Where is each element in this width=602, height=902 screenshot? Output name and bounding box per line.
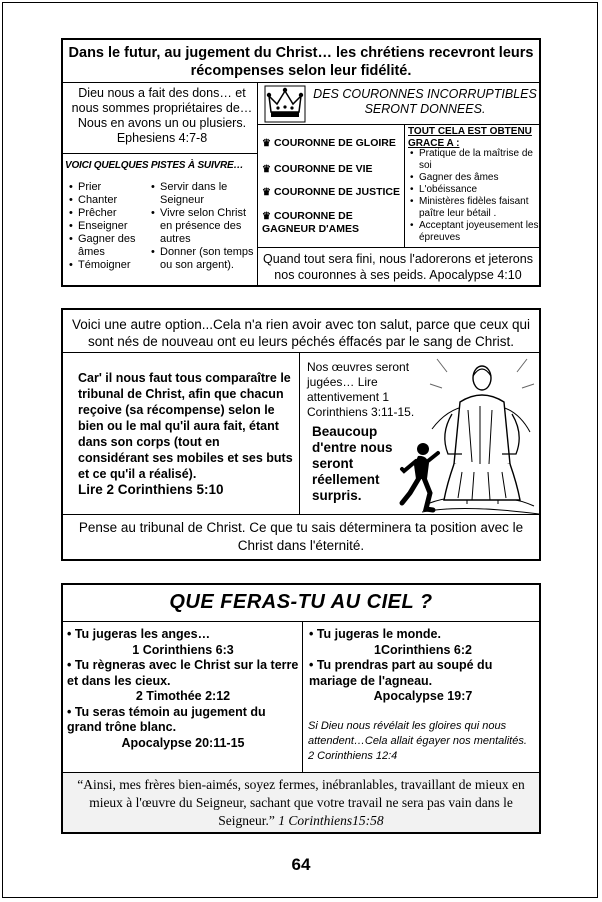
crown-bullet-icon: ♛ bbox=[262, 138, 271, 149]
pistes-item: • Prêcher bbox=[69, 207, 147, 220]
quote-reference: 1 Corinthiens15:58 bbox=[278, 813, 384, 828]
heaven-item: • Tu jugeras les anges… bbox=[67, 627, 211, 641]
obtenu-list bbox=[410, 148, 542, 244]
divider bbox=[302, 621, 303, 772]
crown-item: ♛ COURONNE DE VIE bbox=[262, 163, 373, 175]
pistes-list-1 bbox=[69, 181, 147, 272]
divider bbox=[257, 247, 539, 248]
crown-bullet-icon: ♛ bbox=[262, 187, 271, 198]
heaven-left-column bbox=[67, 627, 299, 751]
pistes-item: • Prier bbox=[69, 181, 147, 194]
crown-item: ♛ COURONNE DE JUSTICE bbox=[262, 186, 400, 198]
heaven-box bbox=[61, 583, 541, 834]
divider bbox=[63, 153, 257, 154]
crowns-conclusion: Quand tout sera fini, nous l'adorerons et jeterons nos couronnes à ses peids. Apocalypse 4:10 bbox=[263, 252, 533, 282]
pistes-item: • Chanter bbox=[69, 194, 147, 207]
verse-ref: Apocalypse 19:7 bbox=[373, 689, 473, 703]
obtenu-item: • Acceptant joyeusement les épreuves bbox=[410, 220, 542, 244]
crown-item: ♛ COURONNE DE GLOIRE bbox=[262, 137, 396, 149]
glories-note: Si Dieu nous révélait les gloires qui nous attendent…Cela allait égayer nos mentalités. 2 Corinthiens 12:4 bbox=[308, 720, 527, 762]
crown-icon bbox=[264, 85, 306, 123]
pistes-item: • Témoigner bbox=[69, 259, 147, 272]
divider bbox=[63, 82, 539, 83]
heaven-title: QUE FERAS-TU AU CIEL ? bbox=[169, 591, 433, 613]
crown-bullet-icon: ♛ bbox=[262, 211, 271, 222]
heaven-item: • Tu seras témoin au jugement du grand trône blanc. bbox=[67, 704, 266, 734]
pistes-list-2 bbox=[151, 181, 255, 272]
verse-ref: 1 Corinthiens 6:3 bbox=[132, 642, 234, 657]
surprised-text: Beaucoup d'entre nous seront réellement surpris. bbox=[312, 424, 393, 503]
rewards-box bbox=[61, 38, 541, 287]
verse-ref: Apocalypse 20:11-15 bbox=[121, 735, 245, 750]
judgment-box bbox=[61, 308, 541, 561]
heaven-item: • Tu règneras avec le Christ sur la terre et dans les cieux. bbox=[67, 658, 299, 688]
divider bbox=[63, 772, 539, 773]
heaven-item: • Tu jugeras le monde. bbox=[309, 627, 441, 641]
divider bbox=[63, 352, 539, 353]
judgment-title: Voici une autre option...Cela n'a rien avoir avec ton salut, parce que ceux qui sont nés de nouveau ont eu leurs péchés éffacés par le sang de Christ. bbox=[71, 317, 531, 349]
crown-bullet-icon: ♛ bbox=[262, 164, 271, 175]
pistes-title: VOICI QUELQUES PISTES À SUIVRE… bbox=[65, 160, 244, 171]
heaven-item: • Tu prendras part au soupé du mariage de l'agneau. bbox=[309, 658, 493, 688]
pistes-item: • Donner (son temps ou son argent). bbox=[151, 246, 255, 272]
crown-item: ♛ COURONNE DE GAGNEUR D'AMES bbox=[262, 210, 360, 235]
pistes-item: • Enseigner bbox=[69, 220, 147, 233]
divider bbox=[63, 514, 539, 515]
gifts-intro: Dieu nous a fait des dons… et nous sommes propriétaires de… Nous en avons un ou plusiers. Ephesiens 4:7-8 bbox=[71, 86, 253, 145]
tribunal-conclusion: Pense au tribunal de Christ. Ce que tu sais déterminera ta position avec le Christ dans l'éternité. bbox=[78, 520, 524, 553]
obtenu-item: • L'obéissance bbox=[410, 184, 542, 196]
divider bbox=[257, 124, 539, 125]
divider bbox=[404, 124, 405, 247]
pistes-item: • Servir dans le Seigneur bbox=[151, 181, 255, 207]
works-text: Nos œuvres seront jugées… Lire attentivement 1 Corinthiens 3:11-15. bbox=[307, 360, 415, 419]
divider bbox=[299, 352, 300, 514]
divider bbox=[63, 621, 539, 622]
page-number: 64 bbox=[291, 855, 311, 874]
obtenu-item: • Pratique de la maîtrise de soi bbox=[410, 148, 542, 172]
pistes-item: • Gagner des âmes bbox=[69, 233, 147, 259]
obtenu-item: • Ministères fidèles faisant paître leur bétail . bbox=[410, 196, 542, 220]
tribunal-text: Car' il nous faut tous comparaître le tribunal de Christ, afin que chacun reçoive (sa récompense) selon le bien ou le mal qu'il aura fait, étant dans son corps (tout en considérant ses mobiles et ses buts et ce qu'il a réalisé). Lire 2 Corinthiens 5:10 bbox=[78, 371, 293, 497]
heaven-right-column bbox=[309, 627, 537, 705]
rewards-title: Dans le futur, au jugement du Christ… les chrétiens recevront leurs récompenses selon leur fidélité. bbox=[68, 45, 534, 79]
obtenu-title: TOUT CELA EST OBTENU GRACE A : bbox=[408, 126, 532, 149]
obtenu-item: • Gagner des âmes bbox=[410, 172, 542, 184]
verse-ref: 2 Timothée 2:12 bbox=[135, 689, 231, 703]
crowns-heading: DES COURONNES INCORRUPTIBLES SERONT DONNEES. bbox=[313, 87, 537, 116]
pistes-item: • Vivre selon Christ en présence des autres bbox=[151, 207, 255, 246]
verse-ref: 1Corinthiens 6:2 bbox=[374, 642, 472, 657]
scripture-quote: “Ainsi, mes frères bien-aimés, soyez fermes, inébranlables, travaillant de mieux en mieux à l'œuvre du Seigneur, sachant que votre travail ne sera pas vain dans le Seigneur.” 1 Corinthiens15:58 bbox=[77, 777, 525, 828]
running-person-illustration bbox=[396, 441, 446, 513]
